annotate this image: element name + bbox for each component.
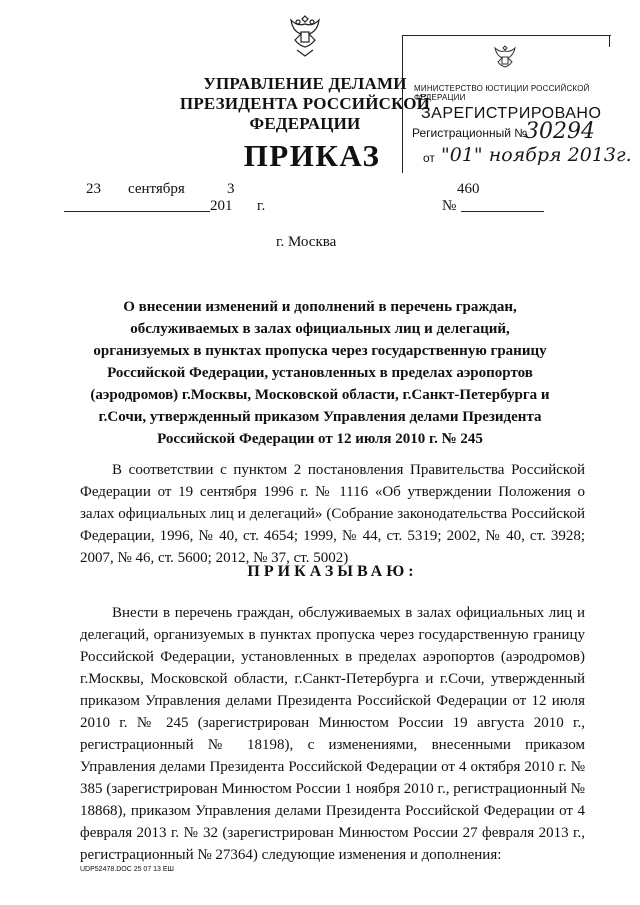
date-year-prefix: 201 <box>210 198 233 214</box>
date-year-unit: г. <box>257 198 266 214</box>
date-year-suffix: 3 <box>227 181 235 197</box>
date-month: сентября <box>128 181 185 197</box>
preamble-paragraph <box>80 459 585 569</box>
stamp-ministry-name: МИНИСТЕРСТВО ЮСТИЦИИ РОССИЙСКОЙ ФЕДЕРАЦИИ <box>414 84 590 102</box>
preamble-text: В соответствии с пунктом 2 постановления Правительства Российской Федерации от 19 сентября 1996 г. № 1116 «Об утверждении Положения о залах официальных лиц и делегаций» (Собрание законодательства Российской Федерации, 1996, № 40, ст. 4654; 1999, № 44, ст. 5319; 2002, № 40, ст. 3928; 2007, № 46, ст. 5600; 2012, № 37, ст. 5002) <box>80 462 585 566</box>
stamp-reg-number-label: Регистрационный № <box>412 126 528 140</box>
date-underline <box>64 211 210 212</box>
number-underline <box>461 211 544 212</box>
coat-of-arms-icon <box>283 10 327 60</box>
stamp-border <box>609 35 610 47</box>
stamp-date-label: от <box>423 151 435 165</box>
document-heading: О внесении изменений и дополнений в перечень граждан, обслуживаемых в залах официальных лиц и делегаций, организуемых в пунктах пропуска через государственную границу Российской Федерации, установленных в пределах аэропортов (аэродромов) г.Москвы, Московской области, г.Санкт-Петербурга и г.Сочи, утвержденный приказом Управления делами Президента Российской Федерации от 12 июля 2010 г. № 245 <box>90 299 550 447</box>
city: г. Москва <box>276 234 337 250</box>
stamp-registered-label: ЗАРЕГИСТРИРОВАНО <box>421 105 602 122</box>
order-number-label: № <box>442 198 457 214</box>
footer-code: UDP52478.DOC 25 07 13 ЕШ <box>80 866 174 873</box>
order-text: Внести в перечень граждан, обслуживаемых в залах официальных лиц и делегаций, организуемых в пунктах пропуска через государственную границу Российской Федерации, установленных в пределах аэропортов (аэродромов) г.Москвы, Московской области, г.Санкт-Петербурга и г.Сочи, утвержденный приказом Управления делами Президента Российской Федерации от 12 июля 2010 г. № 245 (зарегистрирован Минюстом России 19 августа 2010 г., регистрационный № 18198), с изменениями, внесенными приказом Управления делами Президента Российской Федерации от 4 октября 2010 г. № 385 (зарегистрирован Минюстом России 1 ноября 2010 г., регистрационный № 18868), приказом Управления делами Президента Российской Федерации от 4 февраля 2013 г. № 32 (зарегистрирован Минюстом России 27 февраля 2013 г., регистрационный № 27364) следующие изменения и дополнения: <box>80 605 585 863</box>
organization-name-line2: ПРЕЗИДЕНТА РОССИЙСКОЙ ФЕДЕРАЦИИ <box>179 94 431 133</box>
document-title: ПРИКАЗ <box>243 138 381 173</box>
stamp-date-value: "01" ноября 2013г. <box>441 144 632 166</box>
orders-keyword: ПРИКАЗЫВАЮ: <box>247 563 418 580</box>
stamp-emblem-icon <box>490 42 520 78</box>
stamp-reg-number: 30294 <box>525 119 595 144</box>
organization-name-line1: УПРАВЛЕНИЕ ДЕЛАМИ <box>203 74 407 93</box>
order-number: 460 <box>457 181 480 197</box>
date-day: 23 <box>86 181 101 197</box>
order-paragraph <box>80 602 585 866</box>
